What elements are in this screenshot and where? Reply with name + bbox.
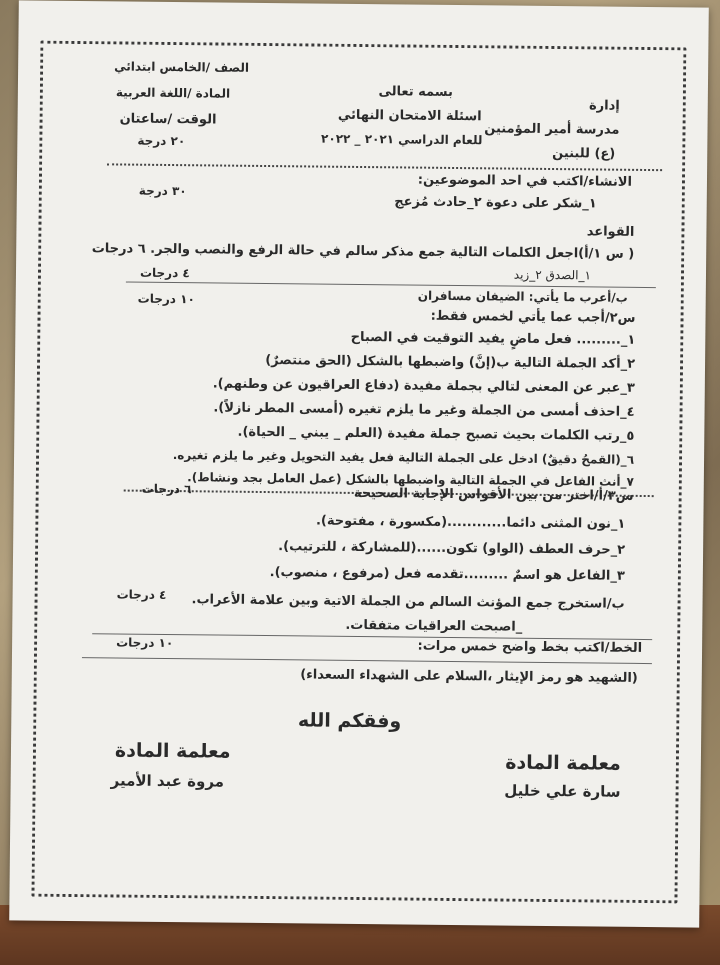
q3-title: س٣/أ/اختر من بين الأقواس الإجابة الصحيحة xyxy=(353,485,634,504)
teacher-title-left: معلمة المادة xyxy=(114,739,231,763)
q2-title: س٢/أجب عما يأتي لخمس فقط: xyxy=(430,308,636,326)
basmala: بسمه تعالى xyxy=(378,84,453,100)
school-type: (ع) للبنين xyxy=(552,146,616,162)
q1b-text: ب/أعرب ما يأتي: الضيفان مسافران xyxy=(417,288,628,305)
grade-label: الصف /الخامس ابتدائي xyxy=(114,59,250,75)
school-name: مدرسة أمير المؤمنين xyxy=(484,121,620,138)
composition-topics: ١_شكر على دعوة ٢_حادث مُزعج xyxy=(394,194,597,212)
composition-title: الانشاء/اكتب في احد الموضوعين: xyxy=(417,172,633,190)
q2-item: ٥_رتب الكلمات بحيث تصبح جملة مفيدة (العلم _ يبني _ الحياة). xyxy=(237,424,635,444)
q1-text: ( س ١/أ)اجعل الكلمات التالية جمع مذكر سالم في حالة الرفع والنصب والجر. ٦ درجات xyxy=(91,241,635,262)
teacher-title-right: معلمة المادة xyxy=(505,751,621,775)
exam-title: اسئلة الامتحان النهائي xyxy=(337,107,482,125)
q2-item: ١_......... فعل ماضٍ يفيد التوقيت في الصباح xyxy=(350,329,636,348)
q3b-text: ب/استخرج جمع المؤنث السالم من الجملة الاتية وبين علامة الأعراب. xyxy=(191,592,625,612)
q3b-marks: ٤ درجات xyxy=(116,587,167,602)
q3-marks: ٦ درجات xyxy=(141,481,192,497)
q3-item: ٣_الفاعل هو اسمٌ .........تقدمه فعل (مرفوع ، منصوب). xyxy=(269,565,625,584)
q2-item: ٤_احذف أمسى من الجملة وغير ما يلزم تغيره (أمسى المطر نازلاً). xyxy=(213,400,635,420)
q1-words: ١_الصدق ٢_زيد xyxy=(513,267,592,283)
handwriting-marks: ١٠ درجات xyxy=(116,635,174,651)
q1-words-marks: ٤ درجات xyxy=(139,265,190,281)
composition-marks: ٣٠ درجة xyxy=(138,183,187,199)
closing-text: وفقكم الله xyxy=(297,709,402,733)
subject-label: المادة /اللغة العربية xyxy=(115,85,231,101)
handwriting-sentence: (الشهيد هو رمز الإيثار ،السلام على الشهداء السعداء) xyxy=(300,667,638,686)
total-marks: ٢٠ درجة xyxy=(137,133,186,149)
q3-item: ٢_حرف العطف (الواو) تكون......(للمشاركة ، للترتيب). xyxy=(278,539,626,558)
teacher-name-right: سارة علي خليل xyxy=(504,781,621,801)
exam-paper xyxy=(9,0,709,927)
academic-year: للعام الدراسي ٢٠٢١ _ ٢٠٢٢ xyxy=(321,131,483,148)
admin-label: إدارة xyxy=(588,98,620,114)
q2-item: ٦_(القمحُ دقيقٌ) ادخل على الجملة التالية فعل يفيد التحويل وغير ما يلزم تغيره. xyxy=(172,448,635,467)
q3-item: ١_نون المثنى دائما............(مكسورة ، مفتوحة). xyxy=(315,513,626,532)
teacher-name-left: مروة عبد الأمير xyxy=(110,771,225,791)
q2-item: ٢_أكد الجملة التالية ب(إنَّ) واضبطها بالشكل (الحق منتصرٌ) xyxy=(265,353,636,372)
q3b-sentence: _اصبحت العراقيات متفقات. xyxy=(345,617,523,635)
grammar-title: القواعد xyxy=(586,224,635,240)
q2-marks: ١٠ درجات xyxy=(137,291,195,307)
time-label: الوقت /ساعتان xyxy=(119,111,217,128)
q2-item: ٧_أنث الفاعل في الجملة التالية واضبطها بالشكل (عمل العامل بجد ونشاط). xyxy=(187,470,634,489)
handwriting-title: الخط/اكتب بخط واضح خمس مرات: xyxy=(417,638,643,656)
q2-item: ٣_عبر عن المعنى لتالي بجملة مفيدة (دفاع العراقيون عن وطنهم). xyxy=(212,376,635,396)
